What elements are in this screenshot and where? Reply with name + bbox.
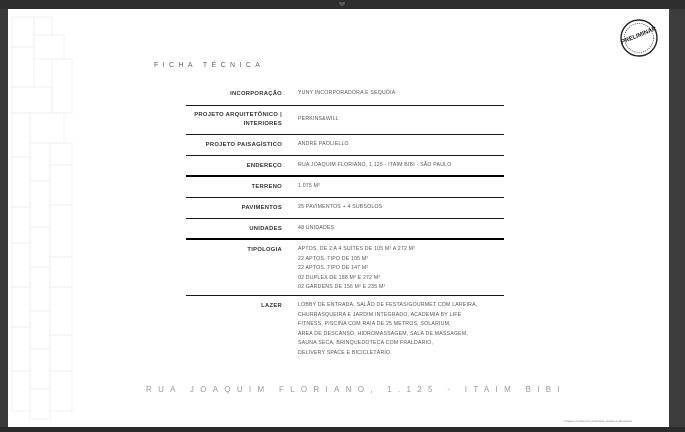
spec-row-terreno [186, 177, 504, 198]
spec-label: TIPOLOGIA [247, 247, 282, 253]
viewer-bottom-bar [0, 427, 685, 432]
top-handle [339, 2, 345, 6]
spec-row-pavimentos [186, 198, 504, 219]
spec-row-tipologia [186, 240, 504, 296]
spec-label: TERRENO [251, 184, 282, 190]
spec-row-paisagistico [186, 135, 504, 156]
spec-value: 48 UNIDADES [298, 225, 335, 231]
spec-value: 25 PAVIMENTOS + 4 SUBSOLOS [298, 204, 383, 210]
spec-label: PAVIMENTOS [241, 205, 282, 211]
spec-value: LOBBY DE ENTRADA, SALÃO DE FESTAS/GOURMET COM LAREIRA, CHURRASQUEIRA E JARDIM INTEGRADO, ACADEMIA BY LIFE FITNESS, PISCINA COM RAIA DE 25 METROS, SOLARIUM, ÁREA DE DESCANSO, HIDROMASSAGEM, SALA DE MASSAGEM, SAUNA SECA, BRINQUEDOTECA COM FRALDÁRIO, DELIVERY SPACE E BICICLETÁRIO. [298, 302, 478, 356]
spec-value: PERKINS&WILL [298, 116, 339, 122]
viewer-top-bar [0, 0, 685, 9]
spec-value: APTOS. DE 2 A 4 SUÍTES DE 105 M² A 272 M² 22 APTOS. TIPO DE 105 M² 22 APTOS. TIPO DE 147 M² 02 DUPLEX DE 188 M² E 272 M² 02 GARDENS DE 156 M² E 235 M² [298, 246, 416, 290]
stamp-label: PRELIMINAR [620, 26, 658, 46]
spec-row-projeto [186, 106, 504, 135]
spec-label: LAZER [261, 303, 282, 309]
spec-value: YUNY INCORPORADORA E SEQUÓIA [298, 90, 396, 96]
decorative-grid-pattern [8, 9, 78, 427]
spec-label: INCORPORAÇÃO [230, 91, 282, 97]
spec-value: RUA JOAQUIM FLORIANO, 1.125 - ITAIM BIBI - SÃO PAULO [298, 162, 452, 168]
viewer-right-strip [669, 9, 685, 427]
spec-table [186, 84, 504, 360]
spec-row-endereco [186, 156, 504, 177]
spec-value: 1.075 M² [298, 183, 321, 189]
spec-value: ANDRÉ PAOLIELLO [298, 141, 349, 147]
preliminar-stamp [619, 18, 659, 58]
spec-row-incorporacao [186, 84, 504, 106]
spec-label: UNIDADES [249, 226, 282, 232]
page-heading: FICHA TÉCNICA [154, 62, 265, 69]
spec-row-lazer [186, 296, 504, 360]
footer-address: RUA JOAQUIM FLORIANO, 1.125 - ITAIM BIBI [146, 385, 566, 394]
spec-label: PROJETO PAISAGÍSTICO [205, 142, 282, 148]
spec-row-unidades [186, 219, 504, 240]
disclaimer-text: Imagem meramente ilustrativa, sujeita a alterações [564, 419, 632, 423]
spec-label: ENDEREÇO [246, 163, 282, 169]
spec-label: PROJETO ARQUITETÔNICO | INTERIORES [194, 112, 282, 127]
document-page [8, 9, 669, 427]
